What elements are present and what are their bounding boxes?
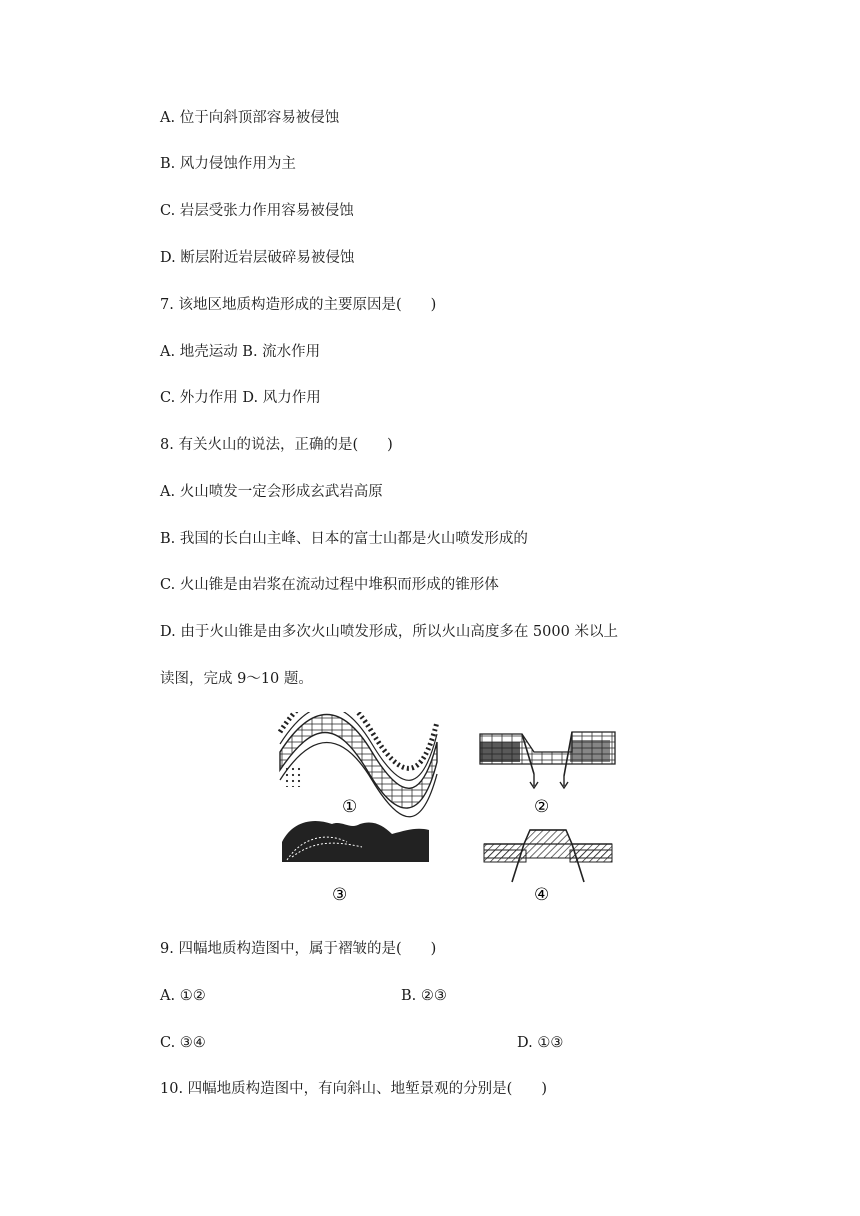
q9-option-b: B. ②③ bbox=[401, 988, 447, 1004]
q9-option-c: C. ③④ bbox=[160, 1035, 206, 1051]
q7-options-row1: A. 地壳运动 B. 流水作用 bbox=[160, 344, 321, 360]
q7-options-row2: C. 外力作用 D. 风力作用 bbox=[160, 390, 321, 406]
q8-stem: 8. 有关火山的说法，正确的是( ) bbox=[160, 437, 393, 453]
fold-diagram-1 bbox=[280, 712, 437, 817]
q6-option-b: B. 风力侵蚀作用为主 bbox=[160, 156, 296, 172]
geologic-structure-figure bbox=[272, 712, 622, 908]
figure-label-3: ③ bbox=[332, 885, 348, 905]
q8-option-d: D. 由于火山锥是由多次火山喷发形成，所以火山高度多在 5000 米以上 bbox=[160, 624, 618, 640]
figure-label-2: ② bbox=[534, 797, 550, 817]
q10-stem: 10. 四幅地质构造图中，有向斜山、地堑景观的分别是( ) bbox=[160, 1081, 547, 1097]
q6-option-d: D. 断层附近岩层破碎易被侵蚀 bbox=[160, 250, 355, 266]
q9-option-d: D. ①③ bbox=[517, 1035, 564, 1051]
q8-option-c: C. 火山锥是由岩浆在流动过程中堆积而形成的锥形体 bbox=[160, 577, 499, 593]
graben-diagram-2 bbox=[480, 732, 615, 788]
q6-option-c: C. 岩层受张力作用容易被侵蚀 bbox=[160, 203, 354, 219]
q7-stem: 7. 该地区地质构造形成的主要原因是( ) bbox=[160, 297, 437, 313]
volcano-diagram-3 bbox=[282, 821, 429, 862]
q9-stem: 9. 四幅地质构造图中，属于褶皱的是( ) bbox=[160, 941, 437, 957]
q6-option-a: A. 位于向斜顶部容易被侵蚀 bbox=[160, 110, 340, 126]
geologic-structure-drawings bbox=[272, 712, 622, 908]
horst-diagram-4 bbox=[484, 830, 612, 882]
figure-label-4: ④ bbox=[534, 885, 550, 905]
q9-option-a: A. ①② bbox=[160, 988, 206, 1004]
q8-option-b: B. 我国的长白山主峰、日本的富士山都是火山喷发形成的 bbox=[160, 531, 528, 547]
figure-label-1: ① bbox=[342, 797, 358, 817]
q8-option-a: A. 火山喷发一定会形成玄武岩高原 bbox=[160, 484, 383, 500]
reading-instruction: 读图，完成 9～10 题。 bbox=[160, 671, 313, 687]
